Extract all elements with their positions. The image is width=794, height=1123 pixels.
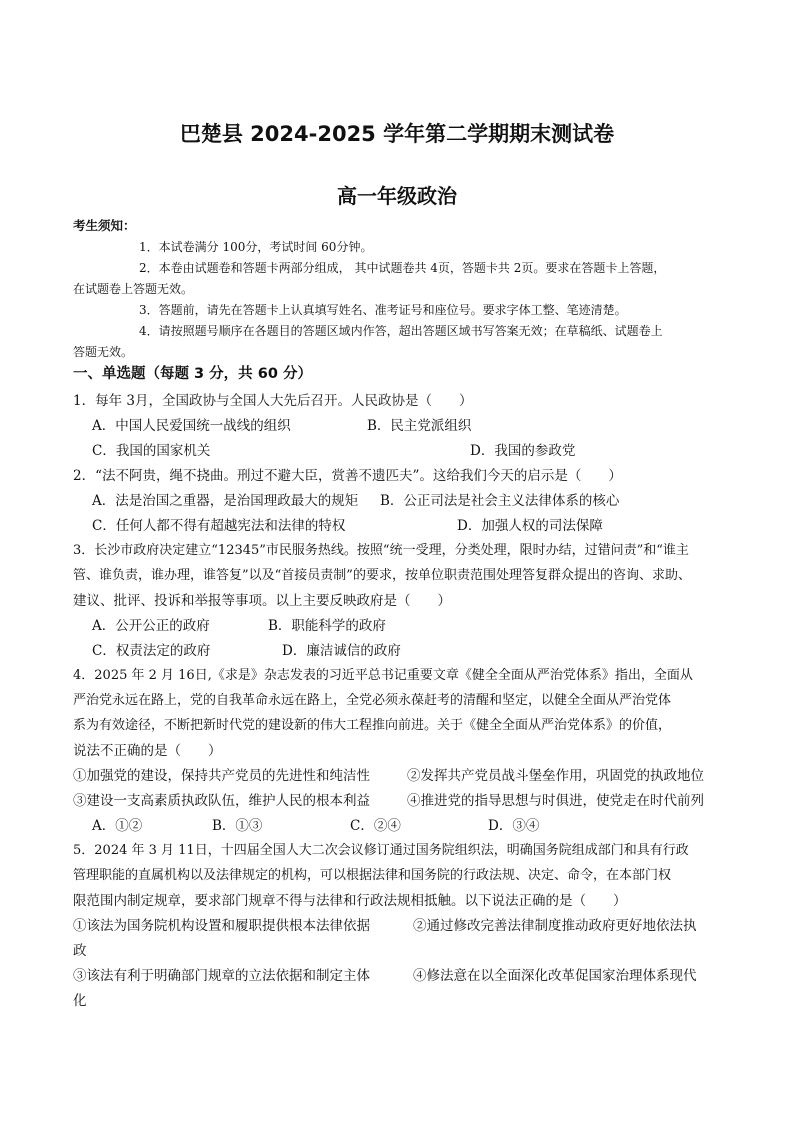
question-4-line-3: 系为有效途径，不断把新时代党的建设新的伟大工程推向前进。关于《健全全面从严治党体系》的价值， (73, 718, 672, 733)
question-4-statement-4: ④推进党的指导思想与时俱进，使党走在时代前列 (407, 793, 704, 809)
exam-title: 巴楚县 2024-2025 学年第二学期期末测试卷 (179, 122, 615, 146)
question-5-statement-4: ④修法意在以全面深化改革促国家治理体系现代 (413, 968, 697, 984)
notice-item-4-cont: 答题无效。 (73, 345, 134, 359)
question-1-option-d: D．我国的参政党 (470, 443, 576, 459)
question-3-line-2: 管、谁负责，谁办理，谁答复”以及“首接员责制”的要求，按单位职责范围处理答复群众提出的咨询、求助、 (73, 568, 691, 583)
question-2-stem: 2．“法不阿贵，绳不挠曲。刑过不避大臣，赏善不遗匹夫”。这给我们今天的启示是（ ） (73, 468, 622, 484)
question-2-option-d: D．加强人权的司法保障 (457, 518, 603, 534)
question-2-option-a: A．法是治国之重器，是治国理政最大的规矩 (92, 493, 359, 509)
question-5-statement-2: ②通过修改完善法律制度推动政府更好地依法执 (413, 918, 697, 934)
notice-heading: 考生须知： (73, 218, 136, 233)
question-5-statement-1: ①该法为国务院机构设置和履职提供根本法律依据 (73, 918, 370, 934)
question-4-statement-2: ②发挥共产党员战斗堡垒作用，巩固党的执政地位 (407, 768, 704, 784)
question-3-line-1: 3．长沙市政府决定建立“12345”市民服务热线。按照“统一受理，分类处理，限时办结，过错问责”和“谁主 (73, 543, 689, 558)
question-3-option-a: A．公开公正的政府 (92, 618, 210, 634)
question-4-line-4: 说法不正确的是（ ） (73, 743, 222, 759)
question-4-statement-3: ③建设一支高素质执政队伍，维护人民的根本利益 (73, 793, 370, 809)
question-3-line-3: 建议、批评、投诉和举报等事项。以上主要反映政府是（ ） (73, 593, 451, 609)
question-4-statement-1: ①加强党的建设，保持共产党员的先进性和纯洁性 (73, 768, 370, 784)
question-5-statement-2-cont: 政 (73, 943, 87, 959)
question-5-line-1: 5．2024 年 3 月 11日，十四届全国人大二次会议修订通过国务院组织法，明确国务院组成部门和具有行政 (73, 843, 689, 858)
question-2-option-b: B．公正司法是社会主义法律体系的核心 (380, 493, 620, 509)
question-3-option-b: B．职能科学的政府 (268, 618, 386, 634)
question-1-option-c: C．我国的国家机关 (92, 443, 211, 459)
notice-item-2-cont: 在试题卷上答题无效。 (73, 282, 194, 296)
question-1-stem: 1．每年 3月，全国政协与全国人大先后召开。人民政协是（ ） (73, 393, 473, 409)
question-4-line-1: 4．2025 年 2 月 16日,《求是》杂志发表的习近平总书记重要文章《健全全面从严治党体系》指出，全面从 (73, 668, 693, 683)
question-4-option-c: C．②④ (350, 818, 401, 834)
question-1-option-b: B．民主党派组织 (367, 418, 472, 434)
exam-subtitle: 高一年级政治 (337, 184, 457, 208)
question-5-statement-4-cont: 化 (73, 993, 87, 1009)
notice-item-2: 2．本卷由试题卷和答题卡两部分组成， 其中试题卷共 4页，答题卡共 2页。要求在答题卡上答题， (139, 261, 666, 275)
question-3-option-c: C．权责法定的政府 (92, 643, 211, 659)
question-3-option-d: D．廉洁诚信的政府 (282, 643, 401, 659)
section-heading: 一、单选题（每题 3 分，共 60 分） (73, 366, 312, 382)
notice-item-1: 1．本试卷满分 100分，考试时间 60分钟。 (139, 240, 373, 254)
question-5-line-3: 限范围内制定规章，要求部门规章不得与法律和行政法规相抵触。以下说法正确的是（ ） (73, 893, 627, 909)
question-1-option-a: A．中国人民爱国统一战线的组织 (92, 418, 291, 434)
question-2-option-c: C．任何人都不得有超越宪法和法律的特权 (92, 518, 346, 534)
question-4-option-b: B．①③ (212, 818, 263, 834)
notice-item-4: 4．请按照题号顺序在各题目的答题区域内作答，超出答题区域书写答案无效；在草稿纸、试题卷上 (139, 324, 663, 338)
question-4-option-a: A．①② (92, 818, 143, 834)
question-5-statement-3: ③该法有利于明确部门规章的立法依据和制定主体 (73, 968, 370, 984)
question-4-option-d: D．③④ (488, 818, 540, 834)
notice-item-3: 3．答题前，请先在答题卡上认真填写姓名、准考证号和座位号。要求字体工整、笔迹清楚。 (139, 303, 627, 317)
question-5-line-2: 管理职能的直属机构以及法律规定的机构，可以根据法律和国务院的行政法规、决定、命令，在本部门权 (73, 868, 672, 883)
question-4-line-2: 严治党永远在路上，党的自我革命永远在路上，全党必须永葆赶考的清醒和坚定，以健全全面从严治党体 (73, 693, 672, 708)
